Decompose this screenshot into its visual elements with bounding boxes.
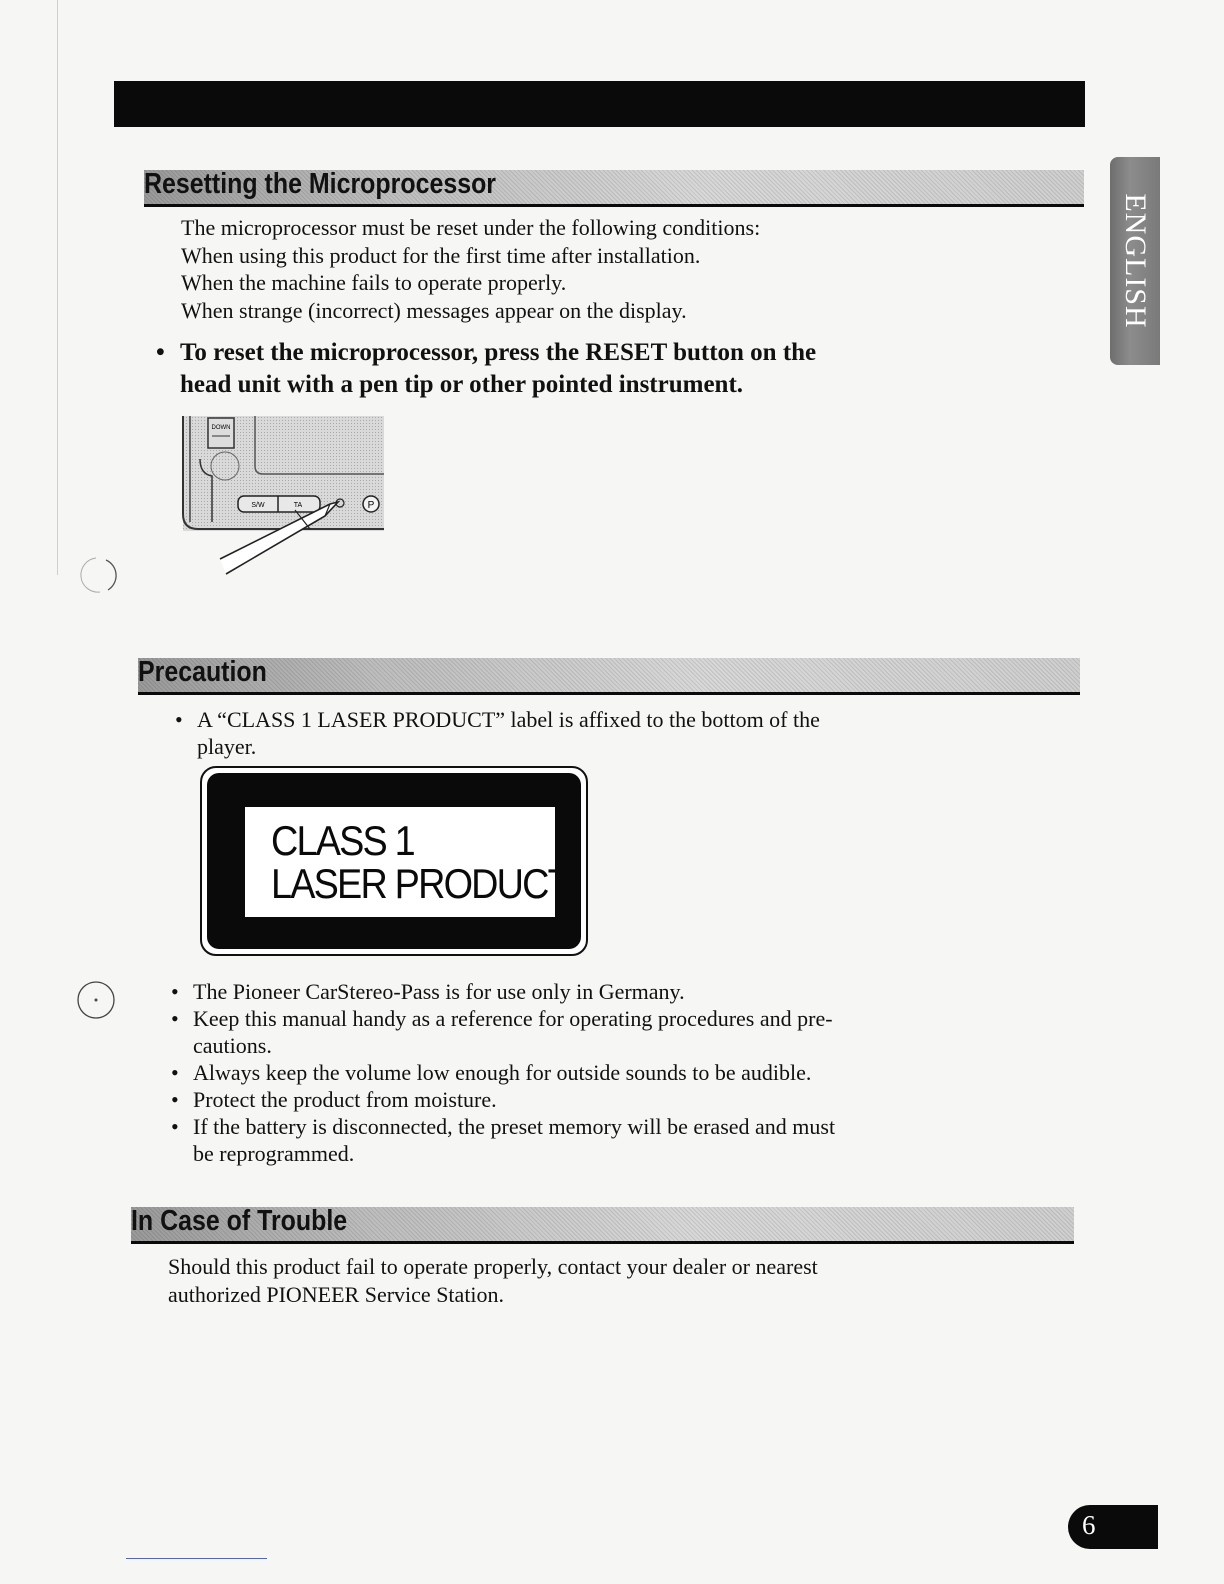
footer-rule bbox=[126, 1558, 267, 1559]
list-item: • If the battery is disconnected, the preset memory will be erased and must be reprogrammed. bbox=[171, 1114, 836, 1166]
trouble-line: authorized PIONEER Service Station. bbox=[168, 1281, 505, 1307]
trouble-line: Should this product fail to operate properly, contact your dealer or nearest bbox=[168, 1254, 818, 1279]
bullet-line: Keep this manual handy as a reference for operating procedures and pre- bbox=[193, 1006, 833, 1031]
trouble-section-title: In Case of Trouble bbox=[131, 1205, 348, 1237]
bullet-line: Always keep the volume low enough for outside sounds to be audible. bbox=[193, 1060, 812, 1085]
laser-label-line-2: LASER PRODUCT bbox=[271, 860, 569, 907]
precaution-section-header bbox=[138, 658, 1080, 695]
reset-intro-line: The microprocessor must be reset under the following conditions: bbox=[181, 215, 761, 240]
language-tab-label: ENGLISH bbox=[1119, 193, 1152, 329]
page-number: 6 bbox=[1082, 1510, 1096, 1540]
punch-hole-1 bbox=[78, 552, 124, 598]
reset-illustration bbox=[180, 414, 388, 582]
punch-hole-2 bbox=[74, 977, 120, 1023]
btn-p-label: P bbox=[367, 500, 375, 511]
trouble-text bbox=[168, 1253, 818, 1308]
trouble-section-header bbox=[131, 1207, 1074, 1244]
btn-down-label: DOWN bbox=[211, 425, 231, 431]
precaution-list bbox=[171, 978, 835, 1167]
list-item: • The Pioneer CarStereo-Pass is for use only in Germany. bbox=[171, 978, 835, 1005]
reset-intro bbox=[181, 214, 760, 324]
bullet-line: be reprogrammed. bbox=[193, 1141, 355, 1166]
reset-intro-line: When strange (incorrect) messages appear on the display. bbox=[181, 297, 687, 323]
laser-label-line-1: CLASS 1 bbox=[271, 817, 414, 864]
list-item: • A “CLASS 1 LASER PRODUCT” label is affixed to the bottom of the player. bbox=[175, 707, 820, 759]
bullet-line: cautions. bbox=[193, 1033, 272, 1058]
bullet-line: Protect the product from moisture. bbox=[193, 1087, 497, 1112]
page-number-tab bbox=[1068, 1505, 1158, 1549]
btn-sw-label: S/W bbox=[251, 502, 265, 509]
bullet-line: player. bbox=[197, 734, 257, 759]
reset-instruction bbox=[156, 337, 816, 400]
list-item: • Protect the product from moisture. bbox=[171, 1086, 835, 1113]
header-bar bbox=[114, 81, 1085, 127]
reset-intro-line: When the machine fails to operate properly. bbox=[181, 270, 567, 295]
laser-product-label bbox=[200, 766, 588, 956]
reset-intro-line: When using this product for the first time after installation. bbox=[181, 242, 701, 268]
margin-line bbox=[57, 0, 58, 575]
bullet-line: A “CLASS 1 LASER PRODUCT” label is affixed to the bottom of the bbox=[197, 707, 820, 732]
btn-ta-label: TA bbox=[293, 502, 303, 509]
language-tab bbox=[1110, 157, 1160, 365]
list-item: • Always keep the volume low enough for outside sounds to be audible. bbox=[171, 1059, 835, 1086]
bullet-line: The Pioneer CarStereo-Pass is for use only in Germany. bbox=[193, 979, 685, 1004]
precaution-first-bullet bbox=[175, 706, 820, 760]
instruction-line: To reset the microprocessor, press the RESET button on the bbox=[180, 339, 817, 366]
precaution-section-title: Precaution bbox=[138, 656, 267, 688]
reset-section-title: Resetting the Microprocessor bbox=[144, 168, 497, 200]
instruction-line: head unit with a pen tip or other pointed instrument. bbox=[180, 370, 744, 398]
reset-section-header bbox=[144, 170, 1084, 207]
bullet-line: If the battery is disconnected, the preset memory will be erased and must bbox=[193, 1114, 836, 1139]
list-item: • Keep this manual handy as a reference for operating procedures and pre- cautions. bbox=[171, 1005, 835, 1059]
bullet-dot: • bbox=[156, 339, 165, 366]
